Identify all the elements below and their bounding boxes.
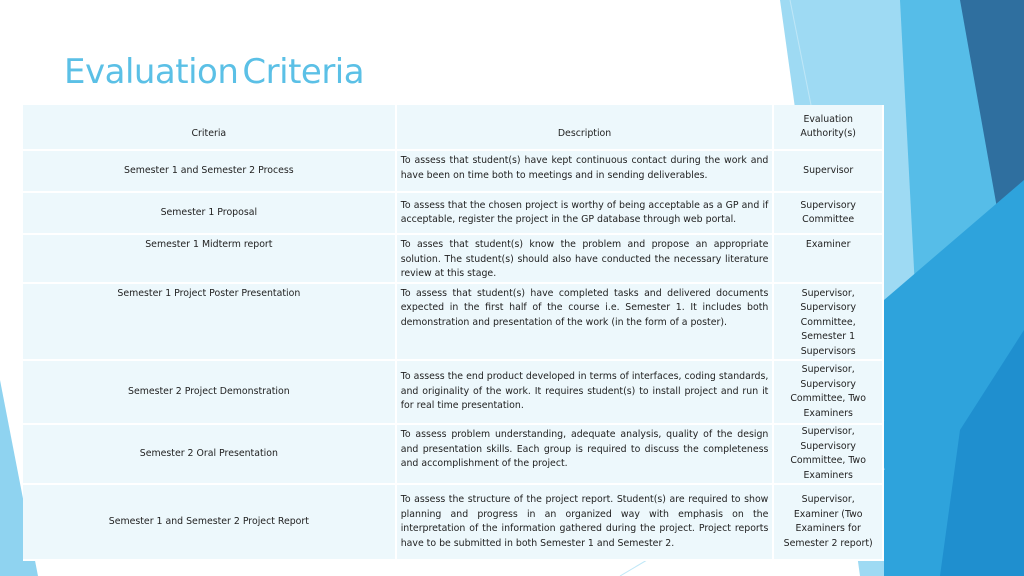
table-row bbox=[23, 193, 884, 235]
row-criteria: Semester 2 Oral Presentation bbox=[23, 425, 397, 485]
header-authority bbox=[774, 105, 884, 151]
row-criteria: Semester 2 Project Demonstration bbox=[23, 361, 397, 425]
row-criteria: Semester 1 Midterm report bbox=[23, 235, 397, 284]
table-row bbox=[23, 284, 884, 362]
slide-title bbox=[64, 52, 364, 92]
table-row bbox=[23, 151, 884, 193]
evaluation-criteria-table bbox=[23, 105, 884, 561]
row-description: To assess the end product developed in terms of interfaces, coding standards, and originality of the work. It requires student(s) to install project and run it for real time presentation. bbox=[397, 361, 775, 425]
header-description: Description bbox=[397, 105, 775, 151]
title-word-1: Evaluation bbox=[64, 52, 239, 92]
row-criteria: Semester 1 and Semester 2 Process bbox=[23, 151, 397, 193]
table-row bbox=[23, 235, 884, 284]
row-criteria: Semester 1 Proposal bbox=[23, 193, 397, 235]
row-authority: Supervisor, Examiner (Two Examiners for Semester 2 report) bbox=[774, 485, 884, 561]
row-description: To assess problem understanding, adequate analysis, quality of the design and presentation skills. Each group is required to discuss the completeness and accomplishment of the project. bbox=[397, 425, 775, 485]
title-word-2: Criteria bbox=[242, 52, 365, 92]
row-description: To assess that student(s) have completed tasks and delivered documents expected in the first half of the course i.e. Semester 1. It includes both demonstration and presentation of the work (in the form of a poster). bbox=[397, 284, 775, 362]
row-criteria: Semester 1 and Semester 2 Project Report bbox=[23, 485, 397, 561]
row-authority: Supervisory Committee bbox=[774, 193, 884, 235]
header-authority-line1: Evaluation bbox=[803, 113, 853, 125]
row-authority: Examiner bbox=[774, 235, 884, 284]
table-row bbox=[23, 485, 884, 561]
row-criteria: Semester 1 Project Poster Presentation bbox=[23, 284, 397, 362]
row-authority: Supervisor, Supervisory Committee, Semester 1 Supervisors bbox=[774, 284, 884, 362]
header-criteria: Criteria bbox=[23, 105, 397, 151]
row-authority: Supervisor, Supervisory Committee, Two Examiners bbox=[774, 425, 884, 485]
table-row bbox=[23, 361, 884, 425]
row-authority: Supervisor bbox=[774, 151, 884, 193]
row-authority: Supervisor, Supervisory Committee, Two Examiners bbox=[774, 361, 884, 425]
row-description: To asses that student(s) know the problem and propose an appropriate solution. The student(s) should also have conducted the necessary literature review at this stage. bbox=[397, 235, 775, 284]
row-description: To assess the structure of the project report. Student(s) are required to show planning and progress in an organized way with emphasis on the interpretation of the information gathered during the project. Project reports have to be submitted in both Semester 1 and Semester 2. bbox=[397, 485, 775, 561]
table-header-row bbox=[23, 105, 884, 151]
table-row bbox=[23, 425, 884, 485]
row-description: To assess that student(s) have kept continuous contact during the work and have been on time both to meetings and in sending deliverables. bbox=[397, 151, 775, 193]
row-description: To assess that the chosen project is worthy of being acceptable as a GP and if acceptable, register the project in the GP database through web portal. bbox=[397, 193, 775, 235]
header-authority-line2: Authority(s) bbox=[800, 128, 856, 139]
